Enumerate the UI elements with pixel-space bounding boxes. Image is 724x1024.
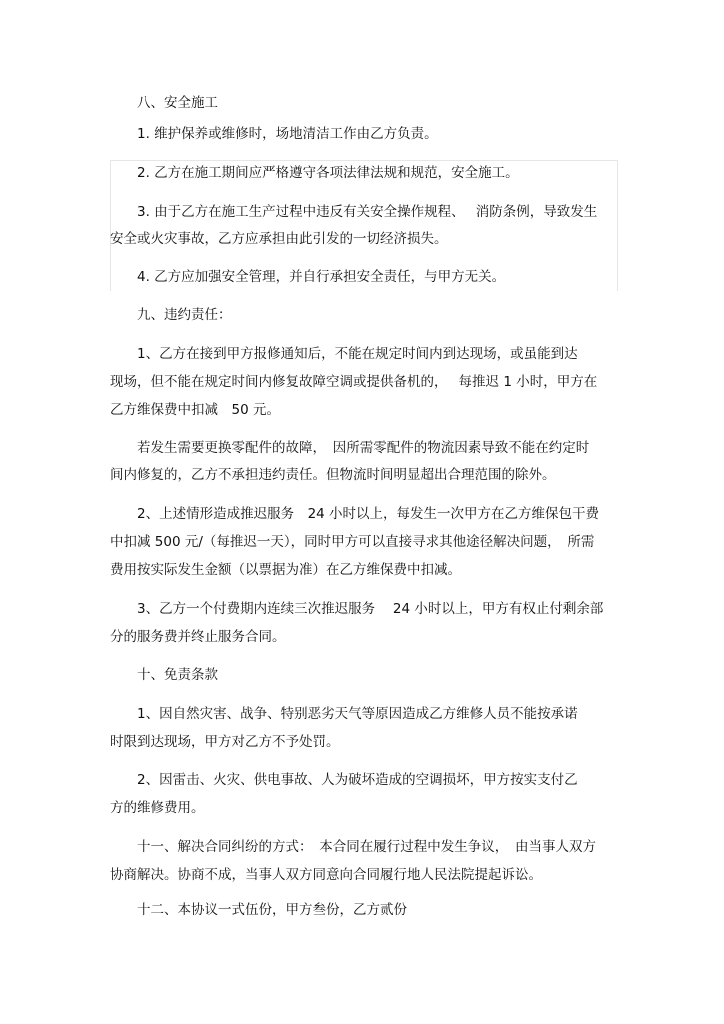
clause-9-1-line-3: 乙方维保费中扣减 50 元。 bbox=[110, 402, 280, 418]
clause-8-2: 2. 乙方在施工期间应严格遵守各项法律法规和规范，安全施工。 bbox=[137, 165, 519, 181]
clause-9-1-line-1: 1、乙方在接到甲方报修通知后，不能在规定时间内到达现场，或虽能到达 bbox=[137, 346, 578, 362]
clause-9-3-line-2: 分的服务费并终止服务合同。 bbox=[110, 629, 286, 645]
clause-9-note-line-1: 若发生需要更换零配件的故障， 因所需零配件的物流因素导致不能在约定时 bbox=[137, 440, 590, 456]
clause-8-1: 1. 维护保养或维修时，场地清洁工作由乙方负责。 bbox=[137, 126, 438, 142]
clause-10-1-line-1: 1、因自然灾害、战争、特别恶劣天气等原因造成乙方维修人员不能按承诺 bbox=[137, 706, 578, 722]
clause-11-line-2: 协商解决。协商不成，当事人双方同意向合同履行地人民法院提起诉讼。 bbox=[110, 867, 542, 883]
clause-9-note-line-2: 间内修复的，乙方不承担违约责任。但物流时间明显超出合理范围的除外。 bbox=[110, 467, 556, 483]
clause-9-2-line-1: 2、上述情形造成推迟服务 24 小时以上，每发生一次甲方在乙方维保包干费 bbox=[137, 506, 600, 522]
heading-section-8: 八、安全施工 bbox=[137, 95, 218, 111]
heading-section-10: 十、免责条款 bbox=[137, 667, 218, 683]
clause-9-2-line-3: 费用按实际发生金额（以票据为准）在乙方维保费中扣减。 bbox=[110, 562, 461, 578]
clause-10-2-line-2: 方的维修费用。 bbox=[110, 800, 205, 816]
clause-10-1-line-2: 时限到达现场，甲方对乙方不予处罚。 bbox=[110, 734, 340, 750]
clause-10-2-line-1: 2、因雷击、火灾、供电事故、人为破坏造成的空调损坏，甲方按实支付乙 bbox=[137, 772, 578, 788]
clause-8-4: 4. 乙方应加强安全管理，并自行承担安全责任，与甲方无关。 bbox=[137, 269, 506, 285]
clause-9-1-line-2: 现场，但不能在规定时间内修复故障空调或提供备机的， 每推迟 1 小时，甲方在 bbox=[110, 374, 598, 390]
clause-9-3-line-1: 3、乙方一个付费期内连续三次推迟服务 24 小时以上，甲方有权止付剩余部 bbox=[137, 601, 604, 617]
heading-section-9: 九、违约责任： bbox=[137, 307, 232, 323]
heading-section-12: 十二、本协议一式伍份，甲方叁份，乙方贰份 bbox=[137, 902, 407, 918]
clause-8-3-line-1: 3. 由于乙方在施工生产过程中违反有关安全操作规程、 消防条例，导致发生 bbox=[137, 204, 598, 220]
clause-9-2-line-2: 中扣减 500 元/（每推迟一天），同时甲方可以直接寻求其他途径解决问题， 所需 bbox=[110, 534, 595, 550]
clause-8-3-line-2: 安全或火灾事故，乙方应承担由此引发的一切经济损失。 bbox=[110, 231, 448, 247]
heading-section-11: 十一、解决合同纠纷的方式： 本合同在履行过程中发生争议， 由当事人双方 bbox=[137, 839, 596, 855]
